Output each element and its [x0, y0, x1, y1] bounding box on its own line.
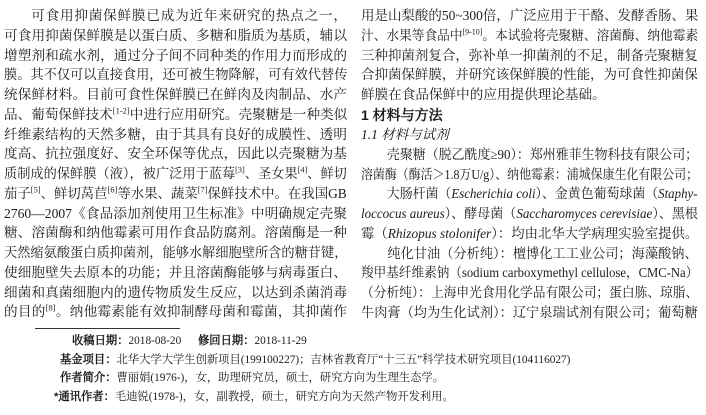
section-heading-materials-methods: 1 材料与方法 — [361, 106, 443, 123]
text-line: 品、葡萄保鲜技术[1-2]中进行应用研究。壳聚糖是一种类似 — [4, 105, 348, 122]
text-line: 牛肉膏（均为生化试剂）：辽宁泉瑞试剂有限公司；葡萄糖 — [361, 304, 698, 320]
text-line: 细菌和真菌细胞内的遗传物质发生反应，以达到杀菌消毒 — [4, 284, 347, 300]
paragraph — [4, 6, 347, 322]
text-line: 使细胞壁失去原本的功能；并且溶菌酶能够与病毒蛋白、 — [4, 264, 347, 280]
text-line: 增塑剂和疏水剂，通过分子间不同种类的作用力而形成的 — [4, 47, 347, 63]
text-line: 茄子[5]、鲜切莴苣[6]等水果、蔬菜[7]保鲜技术中。在我国GB — [4, 184, 347, 201]
text-line: 溶菌酶（酶活＞1.8万U/g）、纳他霉素：浦城保康生化有限公司； — [361, 166, 699, 182]
text-line: （分析纯）：上海申光食用化学品有限公司；蛋白胨、琼脂、 — [361, 285, 699, 300]
text-line: 可食用抑菌保鲜膜已成为近年来研究的热点之一， — [31, 8, 347, 23]
paragraph — [361, 145, 698, 185]
left-column — [4, 6, 347, 322]
text-line: 的目的[8]。纳他霉素能有效抑制酵母菌和霉菌，其抑菌作 — [4, 302, 348, 320]
materials-paragraphs — [361, 145, 698, 323]
corresponding-author-text: 毛迪锐(1978-)，女，副教授，硕士，研究方向为天然产物开发利用。 — [114, 390, 454, 403]
corresponding-author-label: *通讯作者： — [54, 390, 115, 403]
text-line: 统保鲜材料。目前可食性保鲜膜已在鲜肉及肉制品、水产 — [4, 87, 347, 102]
text-line: 用是山梨酸的50~300倍，广泛应用于干酪、发酵香肠、果 — [361, 8, 699, 23]
text-line: 汁、水果等食品中[9-10]。本试验将壳聚糖、溶菌酶、纳他霉素 — [361, 26, 699, 43]
text-line: 2760—2007《食品添加剂使用卫生标准》中明确规定壳聚 — [4, 205, 347, 221]
received-date-value: 2018-08-20 — [128, 335, 182, 347]
footnote-block — [0, 327, 706, 406]
text-line: 糖、溶菌酶和纳他霉素可用作食品防腐剂。溶菌酶是一种 — [4, 225, 347, 241]
text-line: 壳聚糖（脱乙酰度≥90）：郑州雅菲生物科技有限公司； — [386, 146, 699, 162]
paragraph — [361, 184, 698, 243]
text-line: 鲜膜在食品保鲜中的应用提供理论基础。 — [361, 87, 606, 102]
subsection-heading-materials-reagents: 1.1 材料与试剂 — [361, 126, 449, 142]
text-line: 膜。其不仅可以直接食用，还可被生物降解，可有效代替传 — [4, 67, 348, 83]
text-line: 纯化甘油（分析纯）：檀博化工工业公司；海藻酸钠、 — [387, 245, 698, 261]
text-line: 纤维素结构的天然多糖，由于其具有良好的成膜性、透明 — [4, 126, 347, 142]
footnote-divider — [35, 328, 180, 329]
text-line: 天然缩氨酸蛋白质抑菌剂，能够水解细胞壁所含的糖苷键， — [4, 245, 348, 260]
received-date-group — [72, 332, 198, 351]
revised-date-label: 修回日期： — [198, 335, 255, 347]
text-line: 度高、抗拉强度好、安全环保等优点，因此以壳聚糖为基 — [4, 146, 347, 162]
fund-line — [0, 351, 706, 370]
intro-paragraphs — [361, 6, 698, 105]
paragraph — [361, 6, 698, 105]
text-line: 羧甲基纤维素钠（sodium carboxymethyl cellulose，CMC-Na） — [361, 265, 699, 281]
paragraph — [361, 244, 698, 323]
text-line: 质制成的保鲜膜（液），被广泛用于蓝莓[3]、圣女果[4]、鲜切 — [4, 164, 347, 181]
fund-label: 基金项目： — [60, 353, 117, 366]
text-line: 合抑菌保鲜膜，并研究该保鲜膜的性能，为可食性抑菌保 — [361, 67, 698, 83]
revised-date-value: 2018-11-29 — [254, 335, 307, 347]
corresponding-author-line — [0, 388, 706, 407]
author-text: 曹丽娟(1976-)，女，助理研究员，硕士，研究方向为生理生态学。 — [116, 372, 445, 385]
dates-line — [0, 332, 706, 351]
text-line: loccocus aureus）、酵母菌（Saccharomyces cerevisiae）、黑根 — [361, 206, 698, 221]
author-label: 作者简介： — [60, 372, 117, 385]
text-line: 霉（Rhizopus stolonifer）：均由北华大学病理实验室提供。 — [361, 225, 699, 241]
text-line: 三种抑菌剂复合，弥补单一抑菌剂的不足，制备壳聚糖复 — [361, 47, 698, 63]
fund-text: 北华大学大学生创新项目(199100227)；吉林省教育厅“十三五”科学技术研究项目(104116027) — [116, 353, 571, 366]
received-date-label: 收稿日期： — [72, 335, 129, 347]
text-line: 可食用抑菌保鲜膜是以蛋白质、多糖和脂质为基质，辅以 — [4, 27, 347, 43]
author-line — [0, 369, 706, 388]
footnote-lines — [0, 327, 706, 406]
text-line: 大肠杆菌（Escherichia coli）、金黄色葡萄球菌（Staphy- — [386, 186, 698, 202]
right-column — [361, 6, 698, 323]
